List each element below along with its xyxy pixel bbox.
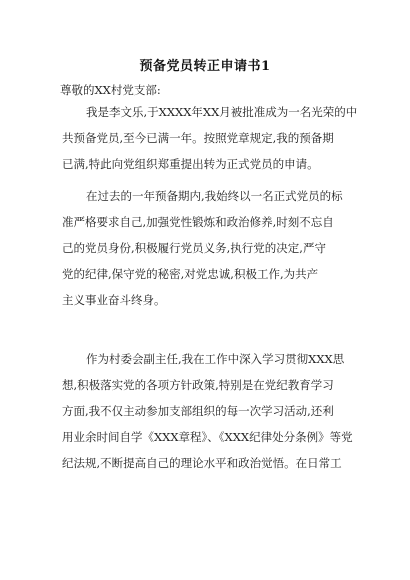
paragraph-1-line-3: 已满,特此向党组织郑重提出转为正式党员的申请。 — [62, 157, 319, 171]
paragraph-1-line-2: 共预备党员,至今已满一年。按照党章规定,我的预备期 — [62, 131, 334, 145]
document-title: 预备党员转正申请书1 — [139, 59, 271, 74]
paragraph-2-line-4: 党的纪律,保守党的秘密,对党忠诚,积极工作,为共产 — [62, 267, 319, 281]
paragraph-2-line-5: 主义事业奋斗终身。 — [62, 293, 166, 307]
paragraph-3-line-2: 想,积极落实党的各项方针政策,特别是在党纪教育学习 — [62, 378, 334, 392]
salutation: 尊敬的XX村党支部: — [60, 83, 161, 97]
paragraph-2-line-2: 准严格要求自己,加强党性锻炼和政治修养,时刻不忘自 — [62, 215, 334, 229]
paragraph-2-line-3: 己的党员身份,积极履行党员义务,执行党的决定,严守 — [62, 241, 326, 255]
paragraph-2-line-1: 在过去的一年预备期内,我始终以一名正式党员的标 — [86, 189, 343, 203]
paragraph-1-line-1: 我是李文乐,于XXXX年XX月被批准成为一名光荣的中 — [86, 105, 358, 119]
paragraph-3-line-1: 作为村委会副主任,我在工作中深入学习贯彻XXX思 — [86, 352, 345, 366]
paragraph-3-line-3: 方面,我不仅主动参加支部组织的每一次学习活动,还利 — [62, 404, 334, 418]
paragraph-3-line-5: 纪法规,不断提高自己的理论水平和政治觉悟。在日常工 — [62, 456, 342, 470]
paragraph-3-line-4: 用业余时间自学《XXX章程》、《XXX纪律处分条例》等党 — [62, 430, 353, 444]
